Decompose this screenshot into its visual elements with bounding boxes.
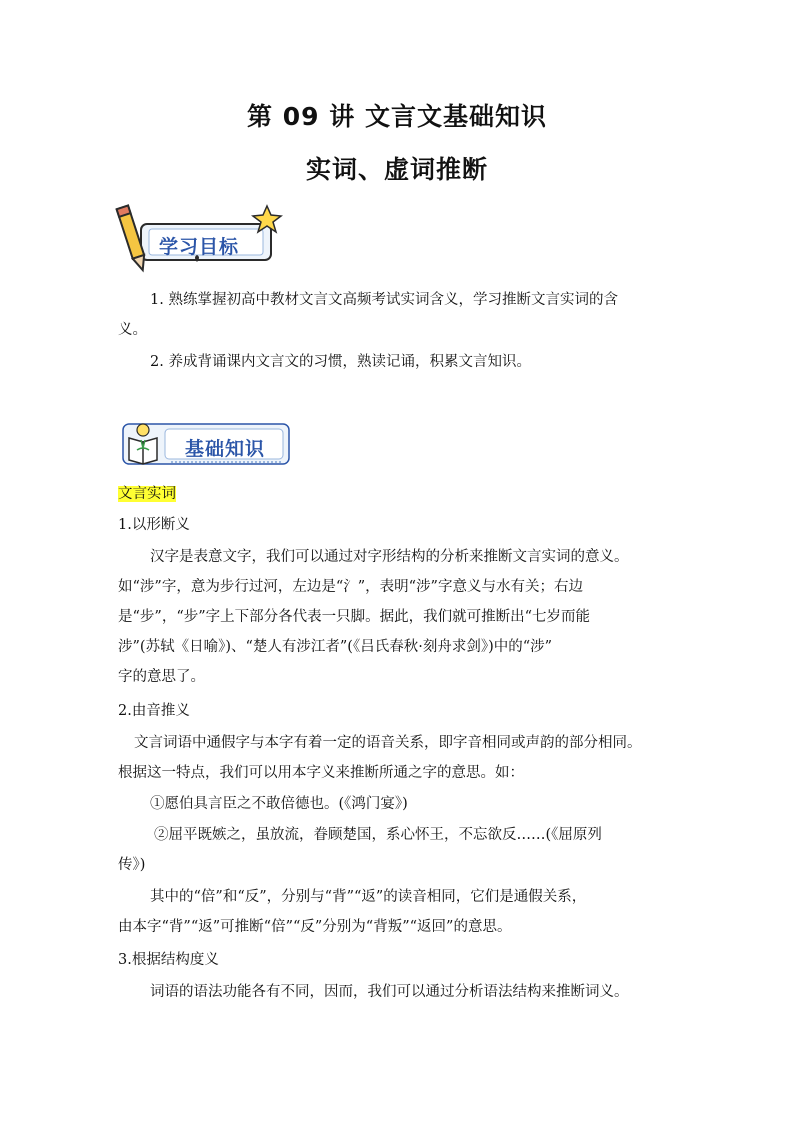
para1-line: 字的意思了。 bbox=[118, 669, 205, 685]
para1-line: 如“涉”字，意为步行过河，左边是“氵”，表明“涉”字意义与水有关；右边 bbox=[118, 579, 583, 595]
para2-line: 根据这一特点，我们可以用本字义来推断所通之字的意思。如： bbox=[118, 765, 524, 781]
para1-line: 汉字是表意文字，我们可以通过对字形结构的分析来推断文言实词的意义。 bbox=[150, 549, 629, 565]
goal-item-1-cont: 义。 bbox=[118, 322, 147, 338]
page-title: 第 09 讲 文言文基础知识 bbox=[247, 102, 547, 131]
basic-knowledge-label: 基础知识 bbox=[185, 438, 266, 460]
para2-line: 其中的“倍”和“反”，分别与“背”“返”的读音相同，它们是通假关系， bbox=[150, 889, 587, 905]
section-heading-highlight bbox=[118, 484, 683, 504]
learning-goals-badge bbox=[115, 202, 285, 276]
example-2: ②屈平既嫉之，虽放流，眷顾楚国，系心怀王，不忘欲反……(《屈原列 bbox=[154, 827, 602, 843]
para1-line: 是“步”，“步”字上下部分各代表一只脚。据此，我们就可推断出“七岁而能 bbox=[118, 609, 591, 625]
highlighted-term: 文言实词 bbox=[118, 486, 176, 502]
heading-3: 3.根据结构度义 bbox=[118, 952, 219, 968]
heading-1: 1.以形断义 bbox=[118, 517, 190, 533]
heading-2: 2.由音推义 bbox=[118, 703, 190, 719]
learning-goals-label: 学习目标 bbox=[159, 236, 240, 258]
para2-line: 由本字“背”“返”可推断“倍”“反”分别为“背叛”“返回”的意思。 bbox=[118, 919, 512, 935]
page-subtitle: 实词、虚词推断 bbox=[305, 155, 488, 184]
para2-line: 文言词语中通假字与本字有着一定的语音关系，即字音相同或声韵的部分相同。 bbox=[134, 735, 642, 751]
goal-item-2: 2. 养成背诵课内文言文的习惯，熟读记诵，积累文言知识。 bbox=[150, 354, 531, 370]
basic-knowledge-badge bbox=[115, 418, 295, 470]
example-1: ①愿伯具言臣之不敢倍德也。(《鸿门宴》) bbox=[150, 796, 408, 812]
para1-line: 涉”(苏轼《日喻》)、“楚人有涉江者”(《吕氏春秋·刻舟求剑》)中的“涉” bbox=[118, 639, 553, 655]
para3-line: 词语的语法功能各有不同，因而，我们可以通过分析语法结构来推断词义。 bbox=[150, 984, 629, 1000]
example-2-cont: 传》) bbox=[118, 857, 146, 873]
goal-item-1: 1. 熟练掌握初高中教材文言文高频考试实词含义，学习推断文言实词的含 bbox=[150, 292, 618, 308]
